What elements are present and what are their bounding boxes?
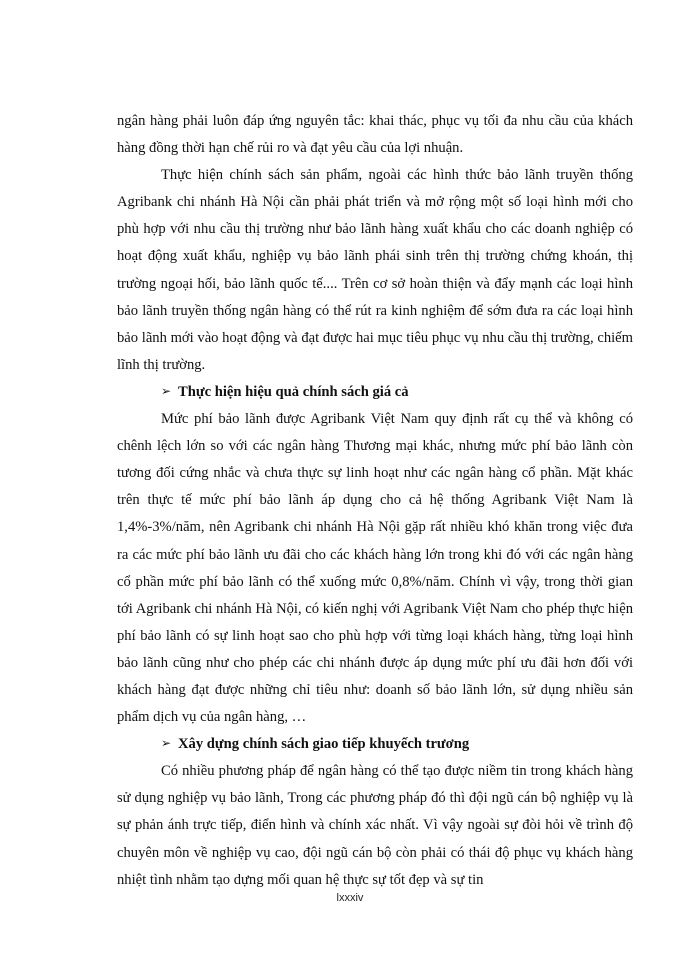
paragraph-product-policy: Thực hiện chính sách sản phẩm, ngoài các hình thức bảo lãnh truyền thống Agribank chi nhánh Hà Nội cần phải phát triển và mở rộng một số loại hình mới cho phù hợp với nhu cầu thị trường như bảo lãnh hàng xuất khẩu cho các doanh nghiệp có hoạt động xuất khẩu, nghiệp vụ bảo lãnh phái sinh trên thị trường chứng khoán, thị trường ngoại hối, bảo lãnh quốc tế.... Trên cơ sở hoàn thiện và đẩy mạnh các loại hình bảo lãnh truyền thống ngân hàng có thể rút ra kinh nghiệm để sớm đưa ra các loại hình bảo lãnh mới vào hoạt động và đạt được hai mục tiêu phục vụ nhu cầu thị trường, chiếm lĩnh thị trường. [117,167,633,373]
section-heading-promotion-policy [117,731,633,758]
arrow-bullet-icon: ➢ [161,736,172,751]
page-number: lxxxiv [336,892,364,904]
arrow-bullet-icon: ➢ [161,383,172,398]
section-heading-text: Xây dựng chính sách giao tiếp khuyếch trương [178,736,470,753]
document-body [117,108,633,894]
section-heading-text: Thực hiện hiệu quả chính sách giá cả [178,383,409,400]
paragraph-continuation: ngân hàng phải luôn đáp ứng nguyên tắc: khai thác, phục vụ tối đa nhu cầu của khách hàng đồng thời hạn chế rủi ro và đạt yêu cầu của lợi nhuận. [117,113,633,157]
paragraph-staff-trust: Có nhiều phương pháp để ngân hàng có thể tạo được niềm tin trong khách hàng sử dụng nghiệp vụ bảo lãnh, Trong các phương pháp đó thì đội ngũ cán bộ nghiệp vụ là sự phản ánh trực tiếp, điển hình và chính xác nhất. Vì vậy ngoài sự đòi hỏi về trình độ chuyên môn về nghiệp vụ cao, đội ngũ cán bộ còn phải có thái độ phục vụ khách hàng nhiệt tình nhằm tạo dựng mối quan hệ thực sự tốt đẹp và sự tin [117,763,633,888]
paragraph-guarantee-fees: Mức phí bảo lãnh được Agribank Việt Nam quy định rất cụ thể và không có chênh lệch lớn so với các ngân hàng Thương mại khác, nhưng mức phí bảo lãnh còn tương đối cứng nhắc và chưa thực sự linh hoạt như các ngân hàng cổ phần. Mặt khác trên thực tế mức phí bảo lãnh áp dụng cho cả hệ thống Agribank Việt Nam là 1,4%-3%/năm, nên Agribank chi nhánh Hà Nội gặp rất nhiều khó khăn trong việc đưa ra các mức phí bảo lãnh ưu đãi cho các khách hàng lớn trong khi đó với các ngân hàng cổ phần mức phí bảo lãnh có thể xuống mức 0,8%/năm. Chính vì vậy, trong thời gian tới Agribank chi nhánh Hà Nội, có kiến nghị với Agribank Việt Nam cho phép thực hiện phí bảo lãnh có sự linh hoạt sao cho phù hợp với từng loại khách hàng, từng loại hình bảo lãnh cũng như cho phép các chi nhánh được áp dụng mức phí ưu đãi hơn đối với khách hàng đạt được những chỉ tiêu như: doanh số bảo lãnh lớn, sử dụng nhiều sản phẩm dịch vụ của ngân hàng, … [117,411,633,726]
section-heading-pricing-policy [117,379,633,406]
